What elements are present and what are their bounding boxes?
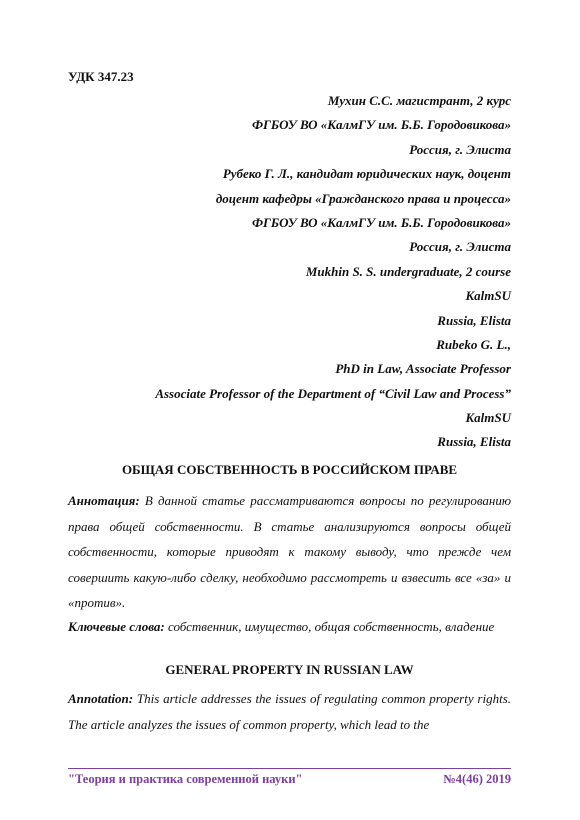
abstract-en xyxy=(68,686,511,737)
author-line: Рубеко Г. Л., кандидат юридических наук, доцент xyxy=(222,166,511,182)
article-title-ru: ОБЩАЯ СОБСТВЕННОСТЬ В РОССИЙСКОМ ПРАВЕ xyxy=(121,462,458,477)
author-line: Мухин С.С. магистрант, 2 курс xyxy=(327,93,511,108)
author-line: KalmSU xyxy=(465,288,511,304)
journal-name: "Теория и практика современной науки" xyxy=(68,772,303,786)
abstract-ru xyxy=(68,488,511,616)
author-line: KalmSU xyxy=(465,410,511,426)
author-line: доцент кафедры «Гражданского права и процесса» xyxy=(215,190,511,206)
abstract-en-label: Annotation: xyxy=(68,691,134,706)
author-line: Rubeko G. L., xyxy=(436,336,511,352)
author-line: Russia, Elista xyxy=(437,312,511,328)
author-line: Associate Professor of the Department of “Civil Law and Process” xyxy=(155,385,511,401)
abstract-ru-label: Аннотация: xyxy=(68,493,140,508)
keywords-ru xyxy=(68,614,511,640)
abstract-ru-text: В данной статье рассматриваются вопросы по регулированию права общей собственности. В статье анализируются вопросы общей собственности, которые приводят к такому выводу, что прежде чем совершить какую-либо сделку, необходимо рассмотреть и взвесить все «за» и «против». xyxy=(68,493,511,610)
author-line: ФГБОУ ВО «КалмГУ им. Б.Б. Городовикова» xyxy=(251,214,511,230)
footer xyxy=(68,772,511,787)
keywords-ru-text: собственник, имущество, общая собственность, владение xyxy=(168,619,495,634)
abstract-en-text: This article addresses the issues of regulating common property rights. The article analyzes the issues of common property, which lead to the xyxy=(68,691,512,732)
author-block xyxy=(51,89,511,455)
author-line: Россия, г. Элиста xyxy=(409,239,511,255)
issue-number: №4(46) 2019 xyxy=(443,772,511,786)
author-line: ФГБОУ ВО «КалмГУ им. Б.Б. Городовикова» xyxy=(251,117,511,133)
author-line: Russia, Elista xyxy=(437,434,511,450)
keywords-ru-label: Ключевые слова: xyxy=(68,619,165,634)
footer-divider xyxy=(68,768,511,769)
article-title-en: GENERAL PROPERTY IN RUSSIAN LAW xyxy=(165,662,414,677)
udk-code: УДК 347.23 xyxy=(68,69,134,84)
author-line: Россия, г. Элиста xyxy=(409,141,511,157)
author-line: Mukhin S. S. undergraduate, 2 course xyxy=(305,263,511,279)
author-line: PhD in Law, Associate Professor xyxy=(335,361,511,377)
